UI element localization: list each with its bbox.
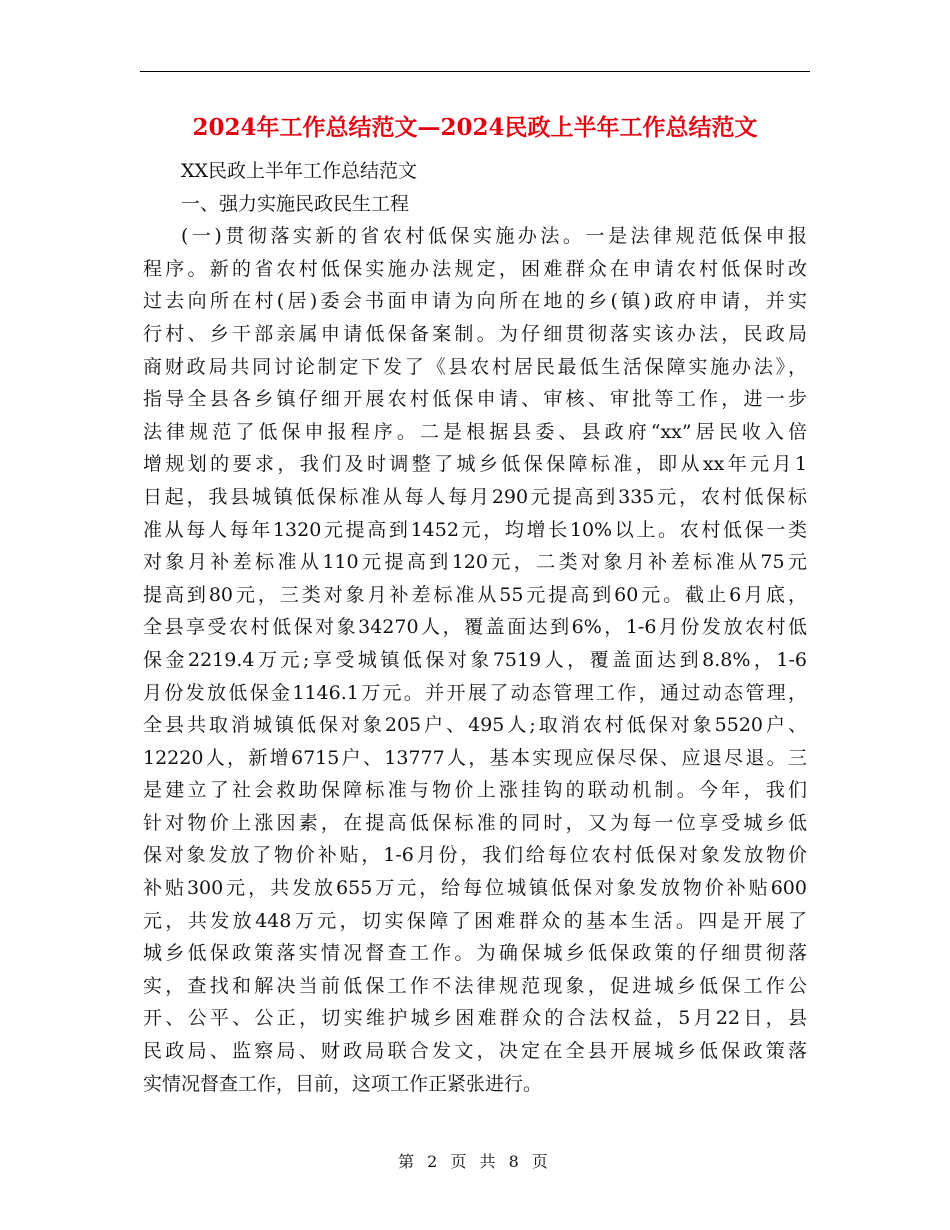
body-text-line: 一、强力实施民政民生工程 bbox=[181, 192, 410, 215]
body-text-line: 提高到80元，三类对象月补差标准从55元提高到60元。截止6月底， bbox=[143, 583, 807, 606]
document-body bbox=[143, 155, 807, 1100]
page-number-footer: 第 2 页 共 8 页 bbox=[398, 1152, 552, 1171]
body-text-line: 程序。新的省农村低保实施办法规定，困难群众在申请农村低保时改 bbox=[143, 257, 807, 280]
body-text-line: 过去向所在村(居)委会书面申请为向所在地的乡(镇)政府申请，并实 bbox=[143, 290, 807, 313]
body-text-line: 日起，我县城镇低保标准从每人每月290元提高到335元，农村低保标 bbox=[143, 485, 807, 508]
body-text-line: 保对象发放了物价补贴，1-6月份，我们给每位农村低保对象发放物价 bbox=[143, 844, 807, 867]
body-text-line: 保金2219.4万元;享受城镇低保对象7519人，覆盖面达到8.8%，1-6 bbox=[143, 648, 807, 671]
body-text-line: 针对物价上涨因素，在提高低保标准的同时，又为每一位享受城乡低 bbox=[143, 811, 807, 834]
body-text-line: 实情况督查工作，目前，这项工作正紧张进行。 bbox=[143, 1072, 543, 1095]
body-text-line: 开、公平、公正，切实维护城乡困难群众的合法权益，5月22日，县 bbox=[143, 1007, 807, 1030]
body-text-line: 月份发放低保金1146.1万元。并开展了动态管理工作，通过动态管理， bbox=[143, 681, 807, 704]
body-text-line: 元，共发放448万元，切实保障了困难群众的基本生活。四是开展了 bbox=[143, 909, 807, 932]
body-text-line: 增规划的要求，我们及时调整了城乡低保保障标准，即从xx年元月1 bbox=[143, 453, 807, 476]
body-text-line: 12220人，新增6715户、13777人，基本实现应保尽保、应退尽退。三 bbox=[143, 746, 807, 769]
header-rule bbox=[140, 71, 810, 72]
body-text-line: 全县享受农村低保对象34270人，覆盖面达到6%，1-6月份发放农村低 bbox=[143, 616, 807, 639]
body-text-line: 全县共取消城镇低保对象205户、495人;取消农村低保对象5520户、 bbox=[143, 714, 807, 737]
document-title: 2024年工作总结范文—2024民政上半年工作总结范文 bbox=[192, 114, 758, 141]
body-text-line: 城乡低保政策落实情况督查工作。为确保城乡低保政策的仔细贯彻落 bbox=[143, 942, 807, 965]
body-text-line: 法律规范了低保申报程序。二是根据县委、县政府“xx”居民收入倍 bbox=[143, 420, 807, 443]
body-text-line: (一)贯彻落实新的省农村低保实施办法。一是法律规范低保申报 bbox=[181, 225, 807, 248]
body-text-line: 行村、乡干部亲属申请低保备案制。为仔细贯彻落实该办法，民政局 bbox=[143, 322, 807, 345]
body-text-line: 实，查找和解决当前低保工作不法律规范现象，促进城乡低保工作公 bbox=[143, 974, 807, 997]
body-text-line: 补贴300元，共发放655万元，给每位城镇低保对象发放物价补贴600 bbox=[143, 877, 807, 900]
body-text-line: 准从每人每年1320元提高到1452元，均增长10%以上。农村低保一类 bbox=[143, 518, 807, 541]
body-text-line: 是建立了社会救助保障标准与物价上涨挂钩的联动机制。今年，我们 bbox=[143, 779, 807, 802]
body-text-line: 指导全县各乡镇仔细开展农村低保申请、审核、审批等工作，进一步 bbox=[143, 388, 807, 411]
body-text-line: 民政局、监察局、财政局联合发文，决定在全县开展城乡低保政策落 bbox=[143, 1040, 807, 1063]
body-text-line: 对象月补差标准从110元提高到120元，二类对象月补差标准从75元 bbox=[143, 551, 807, 574]
body-text-line: 商财政局共同讨论制定下发了《县农村居民最低生活保障实施办法》， bbox=[143, 355, 807, 378]
body-text-line: XX民政上半年工作总结范文 bbox=[181, 160, 418, 182]
